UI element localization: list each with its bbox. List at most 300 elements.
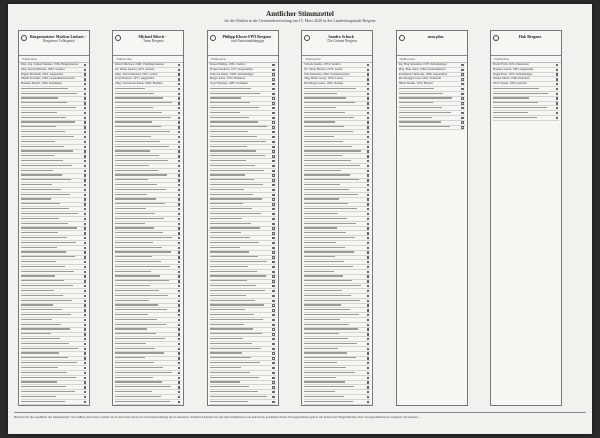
preference-checkbox[interactable] <box>272 189 274 191</box>
preference-checkbox[interactable] <box>84 146 86 148</box>
preference-checkbox[interactable] <box>272 126 274 128</box>
preference-checkbox[interactable] <box>178 328 180 330</box>
preference-checkbox[interactable] <box>272 352 274 354</box>
preference-checkbox[interactable] <box>272 338 274 340</box>
preference-checkbox[interactable] <box>84 107 86 109</box>
preference-checkbox[interactable] <box>272 256 274 258</box>
preference-checkbox[interactable] <box>367 362 369 364</box>
preference-checkbox[interactable] <box>272 372 274 374</box>
preference-checkbox[interactable] <box>367 73 369 75</box>
preference-checkbox[interactable] <box>556 69 558 71</box>
preference-checkbox[interactable] <box>367 227 369 229</box>
preference-checkbox[interactable] <box>272 203 274 205</box>
preference-checkbox[interactable] <box>272 328 274 330</box>
preference-checkbox[interactable] <box>84 247 86 249</box>
preference-checkbox[interactable] <box>178 271 180 273</box>
preference-checkbox[interactable] <box>84 227 86 229</box>
preference-checkbox[interactable] <box>84 348 86 350</box>
preference-checkbox[interactable] <box>272 396 274 398</box>
preference-checkbox[interactable] <box>272 362 274 364</box>
preference-checkbox[interactable] <box>178 396 180 398</box>
preference-checkbox[interactable] <box>272 242 274 244</box>
preference-checkbox[interactable] <box>178 97 180 99</box>
preference-checkbox[interactable] <box>178 352 180 354</box>
preference-checkbox[interactable] <box>84 69 86 71</box>
preference-checkbox[interactable] <box>272 112 274 114</box>
preference-checkbox[interactable] <box>178 165 180 167</box>
preference-checkbox[interactable] <box>84 333 86 335</box>
preference-checkbox[interactable] <box>178 64 180 66</box>
preference-checkbox[interactable] <box>178 198 180 200</box>
preference-checkbox[interactable] <box>84 189 86 191</box>
preference-checkbox[interactable] <box>367 223 369 225</box>
preference-checkbox[interactable] <box>272 377 274 379</box>
preference-checkbox[interactable] <box>367 112 369 114</box>
preference-checkbox[interactable] <box>272 290 274 292</box>
preference-checkbox[interactable] <box>178 290 180 292</box>
preference-checkbox[interactable] <box>272 232 274 234</box>
preference-checkbox[interactable] <box>178 304 180 306</box>
preference-checkbox[interactable] <box>556 97 558 99</box>
preference-checkbox[interactable] <box>178 155 180 157</box>
preference-checkbox[interactable] <box>367 165 369 167</box>
preference-checkbox[interactable] <box>367 256 369 258</box>
preference-checkbox[interactable] <box>178 247 180 249</box>
preference-checkbox[interactable] <box>461 112 463 114</box>
preference-checkbox[interactable] <box>367 102 369 104</box>
preference-checkbox[interactable] <box>178 314 180 316</box>
preference-checkbox[interactable] <box>367 203 369 205</box>
preference-checkbox[interactable] <box>178 275 180 277</box>
preference-checkbox[interactable] <box>84 64 86 66</box>
preference-checkbox[interactable] <box>367 348 369 350</box>
preference-checkbox[interactable] <box>178 391 180 393</box>
preference-checkbox[interactable] <box>272 348 274 350</box>
preference-checkbox[interactable] <box>461 88 463 90</box>
preference-checkbox[interactable] <box>556 107 558 109</box>
preference-checkbox[interactable] <box>84 78 86 80</box>
preference-checkbox[interactable] <box>84 357 86 359</box>
preference-checkbox[interactable] <box>367 198 369 200</box>
preference-checkbox[interactable] <box>272 237 274 239</box>
preference-checkbox[interactable] <box>367 367 369 369</box>
preference-checkbox[interactable] <box>367 232 369 234</box>
preference-checkbox[interactable] <box>367 275 369 277</box>
preference-checkbox[interactable] <box>272 300 274 302</box>
preference-checkbox[interactable] <box>272 136 274 138</box>
preference-checkbox[interactable] <box>178 343 180 345</box>
preference-checkbox[interactable] <box>178 189 180 191</box>
preference-checkbox[interactable] <box>272 73 274 75</box>
preference-checkbox[interactable] <box>367 97 369 99</box>
preference-checkbox[interactable] <box>84 266 86 268</box>
preference-checkbox[interactable] <box>367 136 369 138</box>
preference-checkbox[interactable] <box>84 405 86 406</box>
preference-checkbox[interactable] <box>84 256 86 258</box>
preference-checkbox[interactable] <box>367 328 369 330</box>
preference-checkbox[interactable] <box>272 227 274 229</box>
preference-checkbox[interactable] <box>367 295 369 297</box>
preference-checkbox[interactable] <box>272 357 274 359</box>
preference-checkbox[interactable] <box>272 304 274 306</box>
preference-checkbox[interactable] <box>84 275 86 277</box>
preference-checkbox[interactable] <box>272 261 274 263</box>
preference-checkbox[interactable] <box>178 309 180 311</box>
preference-checkbox[interactable] <box>367 83 369 85</box>
preference-checkbox[interactable] <box>272 131 274 133</box>
preference-checkbox[interactable] <box>367 194 369 196</box>
preference-checkbox[interactable] <box>84 396 86 398</box>
preference-checkbox[interactable] <box>367 290 369 292</box>
preference-checkbox[interactable] <box>178 88 180 90</box>
preference-checkbox[interactable] <box>367 155 369 157</box>
preference-checkbox[interactable] <box>84 194 86 196</box>
preference-checkbox[interactable] <box>178 170 180 172</box>
preference-checkbox[interactable] <box>178 295 180 297</box>
preference-checkbox[interactable] <box>272 88 274 90</box>
preference-checkbox[interactable] <box>178 261 180 263</box>
preference-checkbox[interactable] <box>272 184 274 186</box>
preference-checkbox[interactable] <box>178 194 180 196</box>
party-vote-circle[interactable] <box>21 35 27 41</box>
preference-checkbox[interactable] <box>272 102 274 104</box>
preference-checkbox[interactable] <box>367 131 369 133</box>
party-vote-circle[interactable] <box>399 35 405 41</box>
preference-checkbox[interactable] <box>84 251 86 253</box>
preference-checkbox[interactable] <box>272 391 274 393</box>
preference-checkbox[interactable] <box>84 170 86 172</box>
preference-checkbox[interactable] <box>272 174 274 176</box>
preference-checkbox[interactable] <box>461 97 463 99</box>
preference-checkbox[interactable] <box>84 295 86 297</box>
preference-checkbox[interactable] <box>84 165 86 167</box>
preference-checkbox[interactable] <box>367 218 369 220</box>
preference-checkbox[interactable] <box>272 309 274 311</box>
preference-checkbox[interactable] <box>84 324 86 326</box>
party-vote-circle[interactable] <box>210 35 216 41</box>
preference-checkbox[interactable] <box>272 381 274 383</box>
preference-checkbox[interactable] <box>84 314 86 316</box>
preference-checkbox[interactable] <box>272 69 274 71</box>
preference-checkbox[interactable] <box>556 117 558 119</box>
preference-checkbox[interactable] <box>367 64 369 66</box>
preference-checkbox[interactable] <box>178 232 180 234</box>
preference-checkbox[interactable] <box>367 78 369 80</box>
preference-checkbox[interactable] <box>272 208 274 210</box>
preference-checkbox[interactable] <box>272 295 274 297</box>
preference-checkbox[interactable] <box>556 102 558 104</box>
preference-checkbox[interactable] <box>272 93 274 95</box>
preference-checkbox[interactable] <box>84 93 86 95</box>
preference-checkbox[interactable] <box>367 69 369 71</box>
preference-checkbox[interactable] <box>84 218 86 220</box>
preference-checkbox[interactable] <box>84 88 86 90</box>
preference-checkbox[interactable] <box>367 189 369 191</box>
preference-checkbox[interactable] <box>272 367 274 369</box>
preference-checkbox[interactable] <box>178 174 180 176</box>
preference-checkbox[interactable] <box>367 150 369 152</box>
preference-checkbox[interactable] <box>367 300 369 302</box>
preference-checkbox[interactable] <box>367 247 369 249</box>
preference-checkbox[interactable] <box>84 242 86 244</box>
preference-checkbox[interactable] <box>556 112 558 114</box>
preference-checkbox[interactable] <box>178 280 180 282</box>
preference-checkbox[interactable] <box>178 131 180 133</box>
preference-checkbox[interactable] <box>272 78 274 80</box>
preference-checkbox[interactable] <box>367 160 369 162</box>
preference-checkbox[interactable] <box>272 271 274 273</box>
preference-checkbox[interactable] <box>178 223 180 225</box>
preference-checkbox[interactable] <box>84 391 86 393</box>
preference-checkbox[interactable] <box>178 251 180 253</box>
preference-checkbox[interactable] <box>367 184 369 186</box>
preference-checkbox[interactable] <box>178 150 180 152</box>
preference-checkbox[interactable] <box>84 377 86 379</box>
preference-checkbox[interactable] <box>461 117 463 119</box>
preference-checkbox[interactable] <box>556 88 558 90</box>
preference-checkbox[interactable] <box>367 314 369 316</box>
preference-checkbox[interactable] <box>84 121 86 123</box>
preference-checkbox[interactable] <box>367 117 369 119</box>
preference-checkbox[interactable] <box>272 213 274 215</box>
preference-checkbox[interactable] <box>367 146 369 148</box>
preference-checkbox[interactable] <box>178 362 180 364</box>
preference-checkbox[interactable] <box>556 78 558 80</box>
preference-checkbox[interactable] <box>367 401 369 403</box>
preference-checkbox[interactable] <box>272 218 274 220</box>
preference-checkbox[interactable] <box>272 266 274 268</box>
preference-checkbox[interactable] <box>84 338 86 340</box>
preference-checkbox[interactable] <box>272 170 274 172</box>
preference-checkbox[interactable] <box>84 319 86 321</box>
preference-checkbox[interactable] <box>461 107 463 109</box>
preference-checkbox[interactable] <box>272 107 274 109</box>
preference-checkbox[interactable] <box>84 117 86 119</box>
preference-checkbox[interactable] <box>272 324 274 326</box>
preference-checkbox[interactable] <box>84 328 86 330</box>
preference-checkbox[interactable] <box>84 150 86 152</box>
preference-checkbox[interactable] <box>272 280 274 282</box>
preference-checkbox[interactable] <box>556 73 558 75</box>
preference-checkbox[interactable] <box>461 69 463 71</box>
preference-checkbox[interactable] <box>367 170 369 172</box>
preference-checkbox[interactable] <box>272 121 274 123</box>
preference-checkbox[interactable] <box>178 324 180 326</box>
preference-checkbox[interactable] <box>272 343 274 345</box>
preference-checkbox[interactable] <box>178 141 180 143</box>
preference-checkbox[interactable] <box>272 194 274 196</box>
preference-checkbox[interactable] <box>367 391 369 393</box>
preference-checkbox[interactable] <box>272 319 274 321</box>
preference-checkbox[interactable] <box>272 247 274 249</box>
preference-checkbox[interactable] <box>272 146 274 148</box>
preference-checkbox[interactable] <box>84 223 86 225</box>
preference-checkbox[interactable] <box>367 372 369 374</box>
preference-checkbox[interactable] <box>367 352 369 354</box>
preference-checkbox[interactable] <box>367 107 369 109</box>
preference-checkbox[interactable] <box>272 285 274 287</box>
preference-checkbox[interactable] <box>556 83 558 85</box>
preference-checkbox[interactable] <box>178 126 180 128</box>
preference-checkbox[interactable] <box>178 333 180 335</box>
preference-checkbox[interactable] <box>556 93 558 95</box>
preference-checkbox[interactable] <box>272 141 274 143</box>
preference-checkbox[interactable] <box>84 285 86 287</box>
preference-checkbox[interactable] <box>367 251 369 253</box>
preference-checkbox[interactable] <box>84 184 86 186</box>
preference-checkbox[interactable] <box>84 102 86 104</box>
preference-checkbox[interactable] <box>84 401 86 403</box>
preference-checkbox[interactable] <box>178 208 180 210</box>
preference-checkbox[interactable] <box>84 179 86 181</box>
preference-checkbox[interactable] <box>272 97 274 99</box>
preference-checkbox[interactable] <box>178 300 180 302</box>
preference-checkbox[interactable] <box>178 83 180 85</box>
preference-checkbox[interactable] <box>178 117 180 119</box>
preference-checkbox[interactable] <box>178 401 180 403</box>
preference-checkbox[interactable] <box>367 377 369 379</box>
preference-checkbox[interactable] <box>178 69 180 71</box>
preference-checkbox[interactable] <box>178 381 180 383</box>
preference-checkbox[interactable] <box>367 381 369 383</box>
preference-checkbox[interactable] <box>367 271 369 273</box>
preference-checkbox[interactable] <box>84 174 86 176</box>
preference-checkbox[interactable] <box>84 381 86 383</box>
preference-checkbox[interactable] <box>272 117 274 119</box>
preference-checkbox[interactable] <box>367 309 369 311</box>
preference-checkbox[interactable] <box>84 372 86 374</box>
preference-checkbox[interactable] <box>367 324 369 326</box>
preference-checkbox[interactable] <box>84 290 86 292</box>
preference-checkbox[interactable] <box>272 155 274 157</box>
preference-checkbox[interactable] <box>272 405 274 406</box>
preference-checkbox[interactable] <box>84 237 86 239</box>
preference-checkbox[interactable] <box>84 112 86 114</box>
preference-checkbox[interactable] <box>461 73 463 75</box>
preference-checkbox[interactable] <box>178 319 180 321</box>
preference-checkbox[interactable] <box>272 275 274 277</box>
preference-checkbox[interactable] <box>367 357 369 359</box>
preference-checkbox[interactable] <box>178 73 180 75</box>
preference-checkbox[interactable] <box>367 338 369 340</box>
preference-checkbox[interactable] <box>84 203 86 205</box>
preference-checkbox[interactable] <box>367 319 369 321</box>
preference-checkbox[interactable] <box>272 165 274 167</box>
preference-checkbox[interactable] <box>84 141 86 143</box>
preference-checkbox[interactable] <box>367 396 369 398</box>
preference-checkbox[interactable] <box>178 136 180 138</box>
preference-checkbox[interactable] <box>461 78 463 80</box>
preference-checkbox[interactable] <box>461 93 463 95</box>
preference-checkbox[interactable] <box>367 285 369 287</box>
preference-checkbox[interactable] <box>178 386 180 388</box>
preference-checkbox[interactable] <box>272 160 274 162</box>
preference-checkbox[interactable] <box>461 126 463 128</box>
preference-checkbox[interactable] <box>84 300 86 302</box>
preference-checkbox[interactable] <box>461 102 463 104</box>
preference-checkbox[interactable] <box>84 309 86 311</box>
preference-checkbox[interactable] <box>178 285 180 287</box>
preference-checkbox[interactable] <box>272 333 274 335</box>
preference-checkbox[interactable] <box>84 83 86 85</box>
preference-checkbox[interactable] <box>367 121 369 123</box>
preference-checkbox[interactable] <box>178 121 180 123</box>
preference-checkbox[interactable] <box>367 126 369 128</box>
preference-checkbox[interactable] <box>178 102 180 104</box>
preference-checkbox[interactable] <box>272 198 274 200</box>
preference-checkbox[interactable] <box>178 203 180 205</box>
preference-checkbox[interactable] <box>84 73 86 75</box>
preference-checkbox[interactable] <box>367 405 369 406</box>
preference-checkbox[interactable] <box>367 343 369 345</box>
preference-checkbox[interactable] <box>178 218 180 220</box>
preference-checkbox[interactable] <box>367 93 369 95</box>
preference-checkbox[interactable] <box>178 112 180 114</box>
preference-checkbox[interactable] <box>461 83 463 85</box>
preference-checkbox[interactable] <box>272 83 274 85</box>
preference-checkbox[interactable] <box>178 93 180 95</box>
preference-checkbox[interactable] <box>272 150 274 152</box>
preference-checkbox[interactable] <box>178 184 180 186</box>
preference-checkbox[interactable] <box>178 107 180 109</box>
preference-checkbox[interactable] <box>178 348 180 350</box>
preference-checkbox[interactable] <box>367 88 369 90</box>
preference-checkbox[interactable] <box>84 280 86 282</box>
preference-checkbox[interactable] <box>84 160 86 162</box>
preference-checkbox[interactable] <box>272 179 274 181</box>
preference-checkbox[interactable] <box>178 146 180 148</box>
preference-checkbox[interactable] <box>178 367 180 369</box>
preference-checkbox[interactable] <box>178 213 180 215</box>
preference-checkbox[interactable] <box>178 377 180 379</box>
preference-checkbox[interactable] <box>84 304 86 306</box>
preference-checkbox[interactable] <box>84 155 86 157</box>
preference-checkbox[interactable] <box>178 179 180 181</box>
preference-checkbox[interactable] <box>367 213 369 215</box>
preference-checkbox[interactable] <box>84 131 86 133</box>
preference-checkbox[interactable] <box>367 179 369 181</box>
preference-checkbox[interactable] <box>272 64 274 66</box>
preference-checkbox[interactable] <box>84 271 86 273</box>
preference-checkbox[interactable] <box>367 261 369 263</box>
party-vote-circle[interactable] <box>493 35 499 41</box>
preference-checkbox[interactable] <box>84 367 86 369</box>
preference-checkbox[interactable] <box>84 343 86 345</box>
preference-checkbox[interactable] <box>178 372 180 374</box>
preference-checkbox[interactable] <box>84 362 86 364</box>
preference-checkbox[interactable] <box>178 227 180 229</box>
preference-checkbox[interactable] <box>367 242 369 244</box>
preference-checkbox[interactable] <box>84 126 86 128</box>
preference-checkbox[interactable] <box>272 223 274 225</box>
preference-checkbox[interactable] <box>367 280 369 282</box>
preference-checkbox[interactable] <box>178 266 180 268</box>
preference-checkbox[interactable] <box>84 261 86 263</box>
preference-checkbox[interactable] <box>461 64 463 66</box>
preference-checkbox[interactable] <box>178 237 180 239</box>
preference-checkbox[interactable] <box>178 256 180 258</box>
preference-checkbox[interactable] <box>84 136 86 138</box>
preference-checkbox[interactable] <box>84 352 86 354</box>
preference-checkbox[interactable] <box>84 198 86 200</box>
preference-checkbox[interactable] <box>272 251 274 253</box>
preference-checkbox[interactable] <box>367 208 369 210</box>
preference-checkbox[interactable] <box>178 338 180 340</box>
preference-checkbox[interactable] <box>367 304 369 306</box>
preference-checkbox[interactable] <box>556 64 558 66</box>
preference-checkbox[interactable] <box>178 78 180 80</box>
preference-checkbox[interactable] <box>367 266 369 268</box>
